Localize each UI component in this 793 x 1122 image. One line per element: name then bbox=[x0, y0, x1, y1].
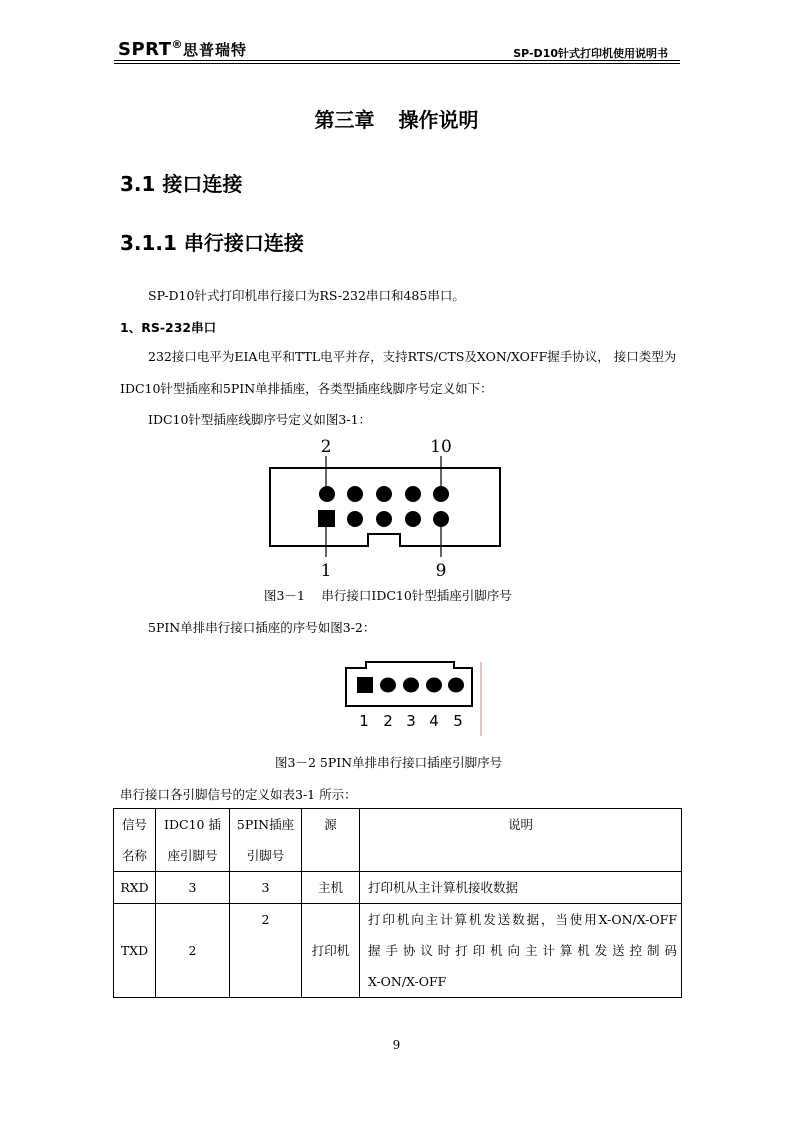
page-number: 9 bbox=[392, 1038, 401, 1052]
idc-reference: IDC10针型插座线脚序号定义如图3-1： bbox=[148, 412, 372, 427]
pin-dot bbox=[347, 511, 363, 527]
pin-dot bbox=[376, 511, 392, 527]
table-header-row bbox=[114, 809, 682, 872]
chapter-name: 操作说明 bbox=[398, 108, 479, 132]
cell-source: 打印机 bbox=[302, 904, 360, 998]
pin-label: 2 bbox=[383, 712, 393, 730]
section-heading bbox=[120, 168, 242, 197]
cell-idc: 2 bbox=[156, 904, 230, 998]
pin-dot bbox=[319, 486, 335, 502]
desc-line-1: 232接口电平为EIA电平和TTL电平并存，支持RTS/CTS及XON/XOFF握手协议， 接口类型为 bbox=[148, 349, 677, 364]
cell-5pin: 3 bbox=[230, 872, 302, 904]
figure-3-2-caption: 图3－2 5PIN单排串行接口插座引脚序号 bbox=[275, 755, 503, 770]
label-pin-10: 10 bbox=[430, 437, 452, 457]
cell-signal: TXD bbox=[114, 904, 156, 998]
signal-definition-table bbox=[113, 808, 682, 998]
5pin-reference: 5PIN单排串行接口插座的序号如图3-2： bbox=[148, 620, 376, 635]
cell-5pin: 2 bbox=[230, 904, 302, 998]
table-row bbox=[114, 872, 682, 904]
intro-paragraph: SP-D10针式打印机串行接口为RS-232串口和485串口。 bbox=[148, 288, 465, 303]
pin-1-square bbox=[318, 510, 335, 527]
header-signal: 信号 名称 bbox=[114, 809, 156, 872]
pin-dot bbox=[433, 511, 449, 527]
pin-dot bbox=[426, 678, 442, 693]
pin-dot bbox=[380, 678, 396, 693]
section-title: 接口连接 bbox=[162, 172, 243, 196]
desc-line-2: IDC10针型插座和5PIN单排插座，各类型插座线脚序号定义如下： bbox=[120, 381, 493, 396]
table-row bbox=[114, 904, 682, 998]
pin-label: 4 bbox=[429, 712, 439, 730]
label-pin-1: 1 bbox=[320, 561, 332, 581]
pin-dot bbox=[347, 486, 363, 502]
pin-dot bbox=[403, 678, 419, 693]
brand-name-cn: 思普瑞特 bbox=[183, 41, 248, 59]
figure-3-1-caption: 图3－1 串行接口IDC10针型插座引脚序号 bbox=[264, 588, 512, 603]
cell-description: 打印机从主计算机接收数据 bbox=[360, 872, 682, 904]
label-pin-2: 2 bbox=[320, 437, 332, 457]
label-pin-9: 9 bbox=[435, 561, 447, 581]
pin-1-square bbox=[357, 677, 373, 693]
pin-label: 3 bbox=[406, 712, 416, 730]
table-reference: 串行接口各引脚信号的定义如表3-1 所示： bbox=[120, 787, 357, 802]
chapter-title bbox=[0, 104, 793, 133]
list-item-rs232: 1、RS-232串口 bbox=[120, 320, 217, 335]
pin-dot bbox=[433, 486, 449, 502]
header-idc: IDC10 插 座引脚号 bbox=[156, 809, 230, 872]
registered-mark: ® bbox=[171, 38, 183, 51]
brand-name: SPRT bbox=[118, 39, 172, 60]
pin-dot bbox=[448, 678, 464, 693]
cell-source: 主机 bbox=[302, 872, 360, 904]
5pin-connector-diagram bbox=[340, 660, 490, 740]
pin-dot bbox=[376, 486, 392, 502]
section-number: 3.1 bbox=[120, 172, 156, 196]
header-description: 说明 bbox=[360, 809, 682, 872]
subsection-title: 串行接口连接 bbox=[183, 231, 304, 255]
cell-idc: 3 bbox=[156, 872, 230, 904]
chapter-number: 第三章 bbox=[314, 108, 375, 132]
pin-label: 1 bbox=[359, 712, 369, 730]
header-5pin: 5PIN插座 引脚号 bbox=[230, 809, 302, 872]
header-source: 源 bbox=[302, 809, 360, 872]
subsection-number: 3.1.1 bbox=[120, 231, 177, 255]
cell-signal: RXD bbox=[114, 872, 156, 904]
header-divider bbox=[114, 60, 680, 64]
pin-dot bbox=[405, 486, 421, 502]
cell-description: 打印机向主计算机发送数据，当使用X-ON/X-OFF 握手协议时打印机向主计算机发送控制码 X-ON/X-OFF bbox=[360, 904, 682, 998]
connector-housing bbox=[270, 468, 500, 546]
pin-label: 5 bbox=[453, 712, 463, 730]
idc10-connector-diagram bbox=[260, 432, 520, 582]
brand-logo bbox=[118, 38, 247, 60]
subsection-heading bbox=[120, 227, 304, 256]
pin-dot bbox=[405, 511, 421, 527]
doc-title: SP-D10针式打印机使用说明书 bbox=[513, 47, 668, 60]
